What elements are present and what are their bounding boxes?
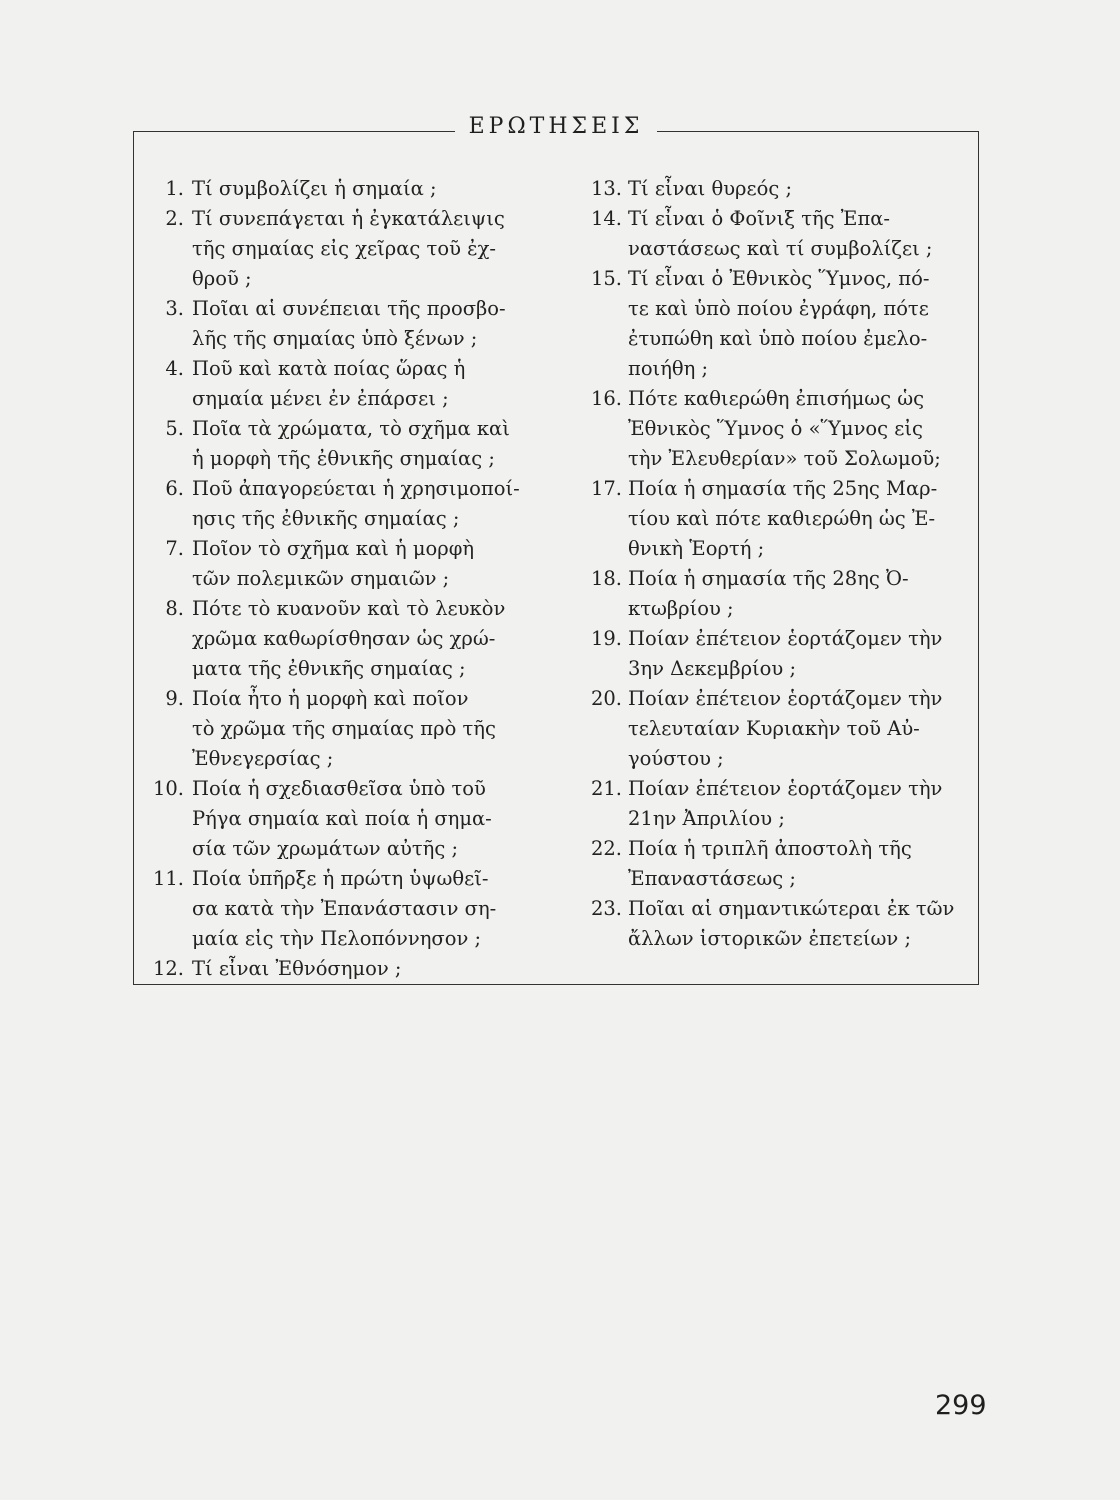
question-line bbox=[584, 174, 974, 204]
question-number: 7. bbox=[165, 537, 184, 560]
question-line bbox=[144, 804, 554, 834]
question-line bbox=[144, 534, 554, 564]
question-line bbox=[144, 684, 554, 714]
question-text: 21ην Ἀπριλίου ; bbox=[628, 807, 785, 830]
question-text: Πότε τὸ κυανοῦν καὶ τὸ λευκὸν bbox=[192, 597, 506, 620]
questions-title-wrap bbox=[134, 114, 978, 139]
question-line bbox=[584, 384, 974, 414]
question-number: 16. bbox=[590, 387, 622, 410]
question-line bbox=[584, 474, 974, 504]
question-text: τίου καὶ πότε καθιερώθη ὡς Ἐ- bbox=[628, 507, 936, 530]
question-number: 3. bbox=[165, 297, 184, 320]
question-number: 10. bbox=[152, 777, 184, 800]
question-line bbox=[584, 294, 974, 324]
question-line bbox=[144, 294, 554, 324]
question-line bbox=[144, 864, 554, 894]
question-line bbox=[144, 234, 554, 264]
question-text: Ποῦ ἀπαγορεύεται ἡ χρησιμοποί- bbox=[192, 477, 520, 500]
question-text: Ποῦ καὶ κατὰ ποίας ὥρας ἡ bbox=[192, 357, 466, 380]
question-line bbox=[144, 474, 554, 504]
question-number: 14. bbox=[590, 207, 622, 230]
question-line bbox=[144, 414, 554, 444]
question-line bbox=[584, 924, 974, 954]
question-line bbox=[584, 444, 974, 474]
question-text: σα κατὰ τὴν Ἐπανάστασιν ση- bbox=[192, 897, 497, 920]
question-text: ἐτυπώθη καὶ ὑπὸ ποίου ἐμελο- bbox=[628, 327, 928, 350]
question-text: ησις τῆς ἐθνικῆς σημαίας ; bbox=[192, 507, 460, 530]
question-number: 15. bbox=[590, 267, 622, 290]
question-text: Ποῖαι αἱ συνέπειαι τῆς προσβο- bbox=[192, 297, 506, 320]
question-line bbox=[584, 594, 974, 624]
page-number: 299 bbox=[935, 1390, 987, 1421]
question-line bbox=[584, 894, 974, 924]
question-text: Ποία ἡ σημασία τῆς 28ης Ὀ- bbox=[628, 567, 909, 590]
question-text: τε καὶ ὑπὸ ποίου ἐγράφη, πότε bbox=[628, 297, 929, 320]
question-line bbox=[584, 234, 974, 264]
question-text: Τί εἶναι ὁ Ἐθνικὸς Ὕμνος, πό- bbox=[628, 267, 930, 290]
question-line bbox=[144, 774, 554, 804]
question-line bbox=[144, 624, 554, 654]
question-line bbox=[584, 534, 974, 564]
question-line bbox=[584, 774, 974, 804]
question-number: 21. bbox=[590, 777, 622, 800]
question-text: Τί εἶναι Ἐθνόσημον ; bbox=[192, 957, 402, 980]
question-line bbox=[144, 444, 554, 474]
question-line bbox=[584, 624, 974, 654]
question-line bbox=[144, 744, 554, 774]
question-text: τελευταίαν Κυριακὴν τοῦ Αὐ- bbox=[628, 717, 920, 740]
right-column bbox=[584, 174, 974, 954]
question-text: ἡ μορφὴ τῆς ἐθνικῆς σημαίας ; bbox=[192, 447, 495, 470]
question-line bbox=[144, 504, 554, 534]
question-number: 17. bbox=[590, 477, 622, 500]
question-number: 8. bbox=[165, 597, 184, 620]
question-number: 6. bbox=[165, 477, 184, 500]
question-text: Ποίαν ἐπέτειον ἑορτάζομεν τὴν bbox=[628, 627, 943, 650]
question-line bbox=[144, 714, 554, 744]
question-text: μαία εἰς τὴν Πελοπόννησον ; bbox=[192, 927, 482, 950]
question-line bbox=[584, 564, 974, 594]
question-line bbox=[144, 894, 554, 924]
question-text: Ρήγα σημαία καὶ ποία ἡ σημα- bbox=[192, 807, 492, 830]
question-text: ποιήθη ; bbox=[628, 357, 709, 380]
question-number: 20. bbox=[590, 687, 622, 710]
question-text: ματα τῆς ἐθνικῆς σημαίας ; bbox=[192, 657, 466, 680]
question-text: Ἐπαναστάσεως ; bbox=[628, 867, 796, 890]
question-line bbox=[584, 684, 974, 714]
question-number: 23. bbox=[590, 897, 622, 920]
question-text: γούστου ; bbox=[628, 747, 724, 770]
question-number: 22. bbox=[590, 837, 622, 860]
question-number: 13. bbox=[590, 177, 622, 200]
question-text: λῆς τῆς σημαίας ὑπὸ ξένων ; bbox=[192, 327, 478, 350]
question-text: τῶν πολεμικῶν σημαιῶν ; bbox=[192, 567, 450, 590]
question-text: Ποία ἡ σημασία τῆς 25ης Μαρ- bbox=[628, 477, 938, 500]
question-line bbox=[584, 804, 974, 834]
question-line bbox=[144, 324, 554, 354]
question-line bbox=[144, 654, 554, 684]
question-line bbox=[144, 264, 554, 294]
question-line bbox=[144, 834, 554, 864]
question-text: Ποῖον τὸ σχῆμα καὶ ἡ μορφὴ bbox=[192, 537, 475, 560]
question-text: τὸ χρῶμα τῆς σημαίας πρὸ τῆς bbox=[192, 717, 496, 740]
question-line bbox=[144, 384, 554, 414]
question-text: χρῶμα καθωρίσθησαν ὡς χρώ- bbox=[192, 627, 496, 650]
question-text: Τί συνεπάγεται ἡ ἐγκατάλειψις bbox=[192, 207, 505, 230]
question-number: 12. bbox=[152, 957, 184, 980]
left-column bbox=[144, 174, 554, 984]
question-line bbox=[584, 324, 974, 354]
question-text: Ποία ἡ σχεδιασθεῖσα ὑπὸ τοῦ bbox=[192, 777, 486, 800]
question-text: Τί εἶναι θυρεός ; bbox=[628, 177, 793, 200]
question-text: τὴν Ἐλευθερίαν» τοῦ Σολωμοῦ; bbox=[628, 447, 941, 470]
question-line bbox=[584, 264, 974, 294]
question-number: 5. bbox=[165, 417, 184, 440]
question-text: κτωβρίου ; bbox=[628, 597, 734, 620]
question-number: 9. bbox=[165, 687, 184, 710]
question-text: Ποίαν ἐπέτειον ἑορτάζομεν τὴν bbox=[628, 777, 943, 800]
question-text: Ποία ἦτο ἡ μορφὴ καὶ ποῖον bbox=[192, 687, 469, 710]
question-line bbox=[144, 204, 554, 234]
question-line bbox=[144, 954, 554, 984]
question-text: Ποία ὑπῆρξε ἡ πρώτη ὑψωθεῖ- bbox=[192, 867, 489, 890]
question-line bbox=[584, 414, 974, 444]
question-text: Ποῖαι αἱ σημαντικώτεραι ἐκ τῶν bbox=[628, 897, 955, 920]
question-line bbox=[584, 504, 974, 534]
question-line bbox=[584, 864, 974, 894]
question-text: Ἐθνικὸς Ὕμνος ὁ «Ὕμνος εἰς bbox=[628, 417, 923, 440]
question-text: Πότε καθιερώθη ἐπισήμως ὡς bbox=[628, 387, 925, 410]
question-line bbox=[584, 834, 974, 864]
question-text: Τί εἶναι ὁ Φοῖνιξ τῆς Ἐπα- bbox=[628, 207, 891, 230]
question-text: τῆς σημαίας εἰς χεῖρας τοῦ ἐχ- bbox=[192, 237, 496, 260]
question-line bbox=[584, 714, 974, 744]
question-number: 18. bbox=[590, 567, 622, 590]
question-text: Ποῖα τὰ χρώματα, τὸ σχῆμα καὶ bbox=[192, 417, 510, 440]
question-text: ναστάσεως καὶ τί συμβολίζει ; bbox=[628, 237, 933, 260]
question-number: 2. bbox=[165, 207, 184, 230]
question-line bbox=[144, 924, 554, 954]
question-number: 11. bbox=[152, 867, 184, 890]
question-text: Ποία ἡ τριπλῆ ἀποστολὴ τῆς bbox=[628, 837, 912, 860]
question-text: 3ην Δεκεμβρίου ; bbox=[628, 657, 797, 680]
question-text: ἄλλων ἱστορικῶν ἐπετείων ; bbox=[628, 927, 912, 950]
question-text: σημαία μένει ἐν ἐπάρσει ; bbox=[192, 387, 449, 410]
question-number: 1. bbox=[165, 177, 184, 200]
question-text: Τί συμβολίζει ἡ σημαία ; bbox=[192, 177, 437, 200]
question-line bbox=[144, 564, 554, 594]
question-text: θροῦ ; bbox=[192, 267, 252, 290]
question-line bbox=[584, 204, 974, 234]
question-line bbox=[584, 654, 974, 684]
questions-box bbox=[133, 114, 979, 985]
question-line bbox=[584, 744, 974, 774]
question-text: θνικὴ Ἑορτή ; bbox=[628, 537, 765, 560]
question-text: Ποίαν ἐπέτειον ἑορτάζομεν τὴν bbox=[628, 687, 943, 710]
question-text: Ἐθνεγερσίας ; bbox=[192, 747, 334, 770]
question-text: σία τῶν χρωμάτων αὐτῆς ; bbox=[192, 837, 459, 860]
question-number: 4. bbox=[165, 357, 184, 380]
question-line bbox=[144, 174, 554, 204]
question-line bbox=[144, 354, 554, 384]
question-line bbox=[584, 354, 974, 384]
question-number: 19. bbox=[590, 627, 622, 650]
question-line bbox=[144, 594, 554, 624]
questions-title: ΕΡΩΤΗΣΕΙΣ bbox=[455, 114, 658, 139]
